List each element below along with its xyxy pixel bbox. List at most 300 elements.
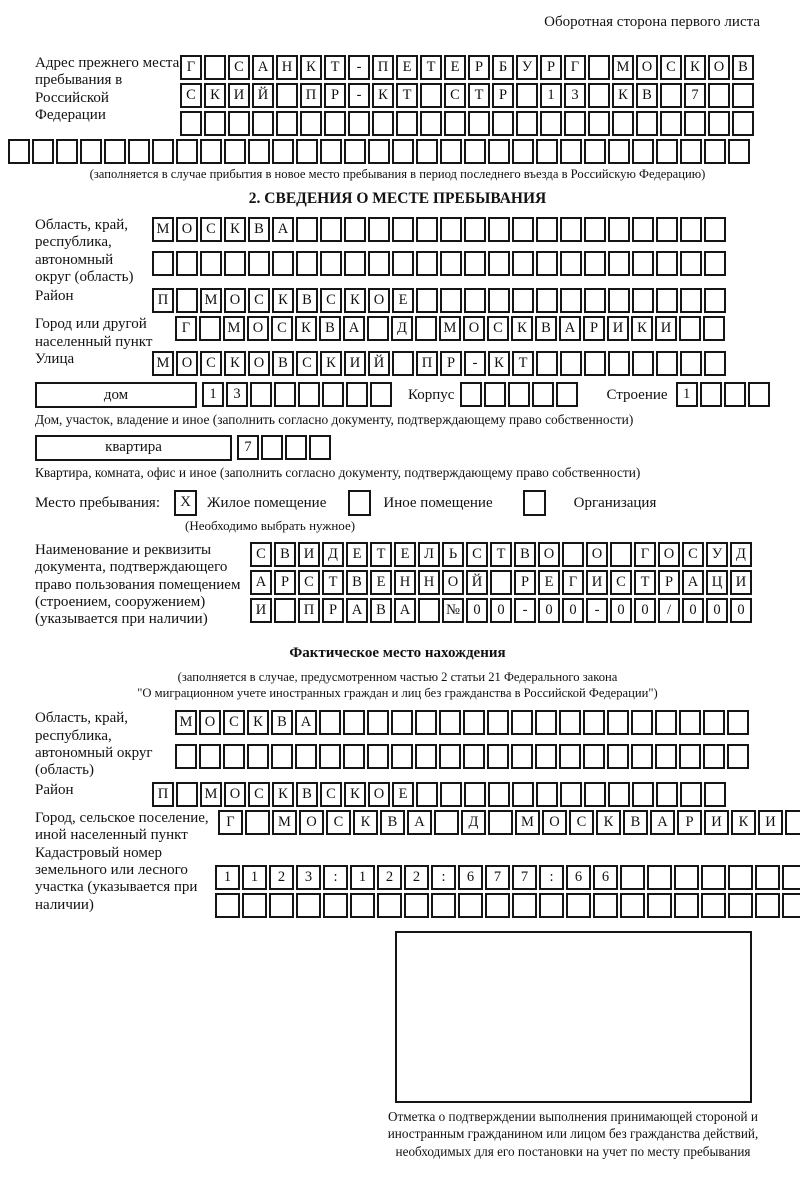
char-cell: К	[353, 810, 378, 835]
char-cell	[512, 139, 534, 164]
char-cell: К	[300, 55, 322, 80]
char-cell	[728, 139, 750, 164]
char-cell	[700, 382, 722, 407]
char-cell: К	[224, 351, 246, 376]
apartment-row	[35, 435, 760, 461]
char-cell	[323, 893, 348, 918]
char-cell: Т	[512, 351, 534, 376]
char-cell	[607, 710, 629, 735]
char-cell: Р	[322, 598, 344, 623]
char-cell: С	[444, 83, 466, 108]
cadastre-label: Кадастровый номер земельного или лесного участка (указывается при наличии)	[35, 844, 198, 913]
char-cell	[536, 251, 558, 276]
char-cell	[464, 251, 486, 276]
option-other-premises-label: Иное помещение	[383, 494, 493, 511]
prev-address-section	[35, 55, 760, 183]
char-cell: №	[442, 598, 464, 623]
char-cell	[488, 251, 510, 276]
char-cell	[679, 316, 701, 341]
char-cell	[536, 288, 558, 313]
actual-region-row-2	[175, 744, 760, 769]
char-cell: Е	[538, 570, 560, 595]
char-cell: К	[272, 782, 294, 807]
char-cell: В	[514, 542, 536, 567]
char-cell	[612, 111, 634, 136]
char-cell: Р	[583, 316, 605, 341]
char-cell	[344, 139, 366, 164]
char-cell	[32, 139, 54, 164]
char-cell: И	[228, 83, 250, 108]
char-cell	[440, 288, 462, 313]
char-cell	[727, 744, 749, 769]
char-cell	[560, 251, 582, 276]
char-cell	[656, 217, 678, 242]
char-cell	[350, 893, 375, 918]
char-cell	[512, 893, 537, 918]
char-cell: Н	[418, 570, 440, 595]
char-cell	[176, 288, 198, 313]
street-label: Улица	[35, 351, 75, 368]
char-cell	[724, 382, 746, 407]
char-cell	[392, 217, 414, 242]
char-cell	[660, 111, 682, 136]
char-cell: К	[684, 55, 706, 80]
char-cell	[322, 382, 344, 407]
char-cell	[728, 893, 753, 918]
document-label: Наименование и реквизиты документа, подтверждающего право пользования помещением (строением, сооружением) (указывается при наличии)	[35, 541, 241, 628]
char-cell: И	[704, 810, 729, 835]
char-cell	[271, 744, 293, 769]
char-cell	[608, 288, 630, 313]
prev-address-note: (заполняется в случае прибытия в новое место пребывания в период последнего въезда в Российскую Федерацию)	[89, 167, 706, 181]
char-cell	[535, 710, 557, 735]
char-cell	[372, 111, 394, 136]
char-cell	[488, 782, 510, 807]
street-block	[35, 351, 760, 379]
char-cell	[370, 382, 392, 407]
stroenie-cells	[676, 382, 770, 407]
char-cell	[656, 139, 678, 164]
char-cell: К	[511, 316, 533, 341]
char-cell: С	[487, 316, 509, 341]
char-cell: М	[200, 288, 222, 313]
char-cell	[488, 139, 510, 164]
char-cell	[418, 598, 440, 623]
char-cell: Т	[322, 570, 344, 595]
char-cell	[180, 111, 202, 136]
char-cell	[562, 542, 584, 567]
char-cell: Л	[418, 542, 440, 567]
char-cell: К	[488, 351, 510, 376]
char-cell	[703, 316, 725, 341]
char-cell	[660, 83, 682, 108]
char-cell: И	[586, 570, 608, 595]
char-cell: К	[372, 83, 394, 108]
char-cell	[343, 710, 365, 735]
char-cell: Р	[677, 810, 702, 835]
char-cell	[416, 139, 438, 164]
prev-address-row-2	[180, 83, 760, 108]
char-cell	[680, 782, 702, 807]
char-cell: С	[682, 542, 704, 567]
char-cell	[512, 288, 534, 313]
char-cell	[487, 710, 509, 735]
char-cell	[785, 810, 800, 835]
char-cell: М	[152, 217, 174, 242]
char-cell	[296, 217, 318, 242]
char-cell: В	[274, 542, 296, 567]
char-cell: У	[706, 542, 728, 567]
char-cell	[320, 217, 342, 242]
char-cell: К	[631, 316, 653, 341]
cadastre-block	[35, 845, 760, 921]
stamp-area	[395, 931, 752, 1103]
char-cell	[416, 251, 438, 276]
char-cell: Г	[218, 810, 243, 835]
korpus-label: Корпус	[408, 387, 455, 404]
char-cell: С	[320, 288, 342, 313]
char-cell	[176, 782, 198, 807]
char-cell	[511, 744, 533, 769]
char-cell	[656, 782, 678, 807]
char-cell	[463, 744, 485, 769]
char-cell: П	[152, 782, 174, 807]
char-cell	[346, 382, 368, 407]
char-cell	[391, 744, 413, 769]
char-cell	[485, 893, 510, 918]
prev-address-label: Адрес прежнего места пребывания в Российской Федерации	[35, 55, 180, 124]
street-row	[152, 351, 726, 376]
char-cell: Д	[730, 542, 752, 567]
char-cell	[175, 744, 197, 769]
korpus-cells	[460, 382, 578, 407]
char-cell: Т	[420, 55, 442, 80]
char-cell: О	[199, 710, 221, 735]
char-cell	[344, 251, 366, 276]
char-cell	[556, 382, 578, 407]
char-cell: А	[559, 316, 581, 341]
char-cell: -	[348, 83, 370, 108]
char-cell: -	[464, 351, 486, 376]
char-cell: Г	[564, 55, 586, 80]
char-cell: Г	[180, 55, 202, 80]
city-block	[35, 316, 760, 351]
char-cell	[368, 251, 390, 276]
char-cell	[536, 782, 558, 807]
char-cell	[620, 893, 645, 918]
char-cell	[535, 744, 557, 769]
char-cell: И	[250, 598, 272, 623]
char-cell: Е	[392, 782, 414, 807]
char-cell	[416, 288, 438, 313]
char-cell: Н	[394, 570, 416, 595]
char-cell: О	[538, 542, 560, 567]
char-cell: М	[200, 782, 222, 807]
checkbox-residential: X	[174, 490, 197, 516]
char-cell	[392, 351, 414, 376]
char-cell	[540, 111, 562, 136]
char-cell: И	[758, 810, 783, 835]
char-cell	[656, 351, 678, 376]
char-cell	[560, 351, 582, 376]
char-cell: Т	[324, 55, 346, 80]
char-cell: Г	[634, 542, 656, 567]
char-cell	[632, 217, 654, 242]
char-cell	[484, 382, 506, 407]
char-cell	[703, 710, 725, 735]
char-cell	[248, 251, 270, 276]
char-cell: В	[272, 351, 294, 376]
char-cell: 2	[377, 865, 402, 890]
char-cell: 7	[512, 865, 537, 890]
char-cell	[620, 865, 645, 890]
char-cell	[588, 111, 610, 136]
char-cell	[488, 217, 510, 242]
stay-type-row	[35, 490, 760, 516]
char-cell: Д	[391, 316, 413, 341]
char-cell: О	[368, 288, 390, 313]
char-cell	[610, 542, 632, 567]
char-cell: М	[439, 316, 461, 341]
char-cell	[320, 251, 342, 276]
char-cell	[608, 782, 630, 807]
char-cell: А	[252, 55, 274, 80]
char-cell	[152, 139, 174, 164]
char-cell	[655, 744, 677, 769]
char-cell	[319, 710, 341, 735]
char-cell: 1	[350, 865, 375, 890]
char-cell	[492, 111, 514, 136]
char-cell: Р	[492, 83, 514, 108]
char-cell: М	[515, 810, 540, 835]
char-cell: К	[204, 83, 226, 108]
char-cell	[560, 139, 582, 164]
char-cell	[732, 83, 754, 108]
char-cell	[276, 111, 298, 136]
city-label: Город или другой населенный пункт	[35, 316, 153, 350]
actual-region-block	[35, 710, 760, 780]
checkbox-other-premises	[348, 490, 371, 516]
char-cell	[199, 744, 221, 769]
char-cell: Й	[466, 570, 488, 595]
char-cell	[276, 83, 298, 108]
char-cell	[274, 382, 296, 407]
actual-district-label: Район	[35, 781, 74, 798]
char-cell: 0	[730, 598, 752, 623]
char-cell	[250, 382, 272, 407]
char-cell: 0	[706, 598, 728, 623]
char-cell	[300, 111, 322, 136]
char-cell	[632, 139, 654, 164]
char-cell	[368, 139, 390, 164]
char-cell	[200, 251, 222, 276]
prev-address-row-1	[180, 55, 760, 80]
char-cell: О	[636, 55, 658, 80]
char-cell	[309, 435, 331, 460]
char-cell	[245, 810, 270, 835]
char-cell	[224, 139, 246, 164]
char-cell: 0	[610, 598, 632, 623]
char-cell: О	[708, 55, 730, 80]
char-cell	[655, 710, 677, 735]
char-cell	[269, 893, 294, 918]
char-cell	[608, 351, 630, 376]
char-cell	[343, 744, 365, 769]
actual-city-block	[35, 809, 776, 845]
char-cell	[152, 251, 174, 276]
char-cell: Д	[322, 542, 344, 567]
char-cell	[704, 251, 726, 276]
char-cell	[583, 710, 605, 735]
char-cell: С	[610, 570, 632, 595]
char-cell: 1	[540, 83, 562, 108]
char-cell	[404, 893, 429, 918]
region-block	[35, 217, 760, 287]
char-cell	[680, 217, 702, 242]
char-cell: П	[298, 598, 320, 623]
char-cell: Р	[540, 55, 562, 80]
char-cell	[632, 351, 654, 376]
option-residential-label: Жилое помещение	[207, 494, 327, 511]
char-cell: М	[152, 351, 174, 376]
char-cell	[367, 316, 389, 341]
char-cell	[274, 598, 296, 623]
char-cell	[420, 111, 442, 136]
char-cell	[512, 782, 534, 807]
district-label: Район	[35, 288, 74, 305]
char-cell: Б	[492, 55, 514, 80]
char-cell: -	[348, 55, 370, 80]
char-cell	[415, 710, 437, 735]
char-cell	[298, 382, 320, 407]
char-cell: Е	[444, 55, 466, 80]
char-cell: И	[730, 570, 752, 595]
char-cell	[560, 782, 582, 807]
char-cell: К	[731, 810, 756, 835]
char-cell	[377, 893, 402, 918]
char-cell: -	[586, 598, 608, 623]
char-cell	[464, 288, 486, 313]
char-cell	[588, 55, 610, 80]
char-cell	[512, 217, 534, 242]
char-cell	[319, 744, 341, 769]
char-cell	[80, 139, 102, 164]
char-cell	[344, 217, 366, 242]
char-cell	[439, 744, 461, 769]
char-cell	[584, 782, 606, 807]
char-cell	[247, 744, 269, 769]
char-cell	[674, 893, 699, 918]
char-cell	[460, 382, 482, 407]
prev-address-row-3	[180, 111, 760, 136]
char-cell: И	[344, 351, 366, 376]
char-cell	[415, 744, 437, 769]
char-cell: С	[271, 316, 293, 341]
char-cell	[295, 744, 317, 769]
char-cell	[285, 435, 307, 460]
char-cell	[272, 139, 294, 164]
char-cell	[539, 893, 564, 918]
char-cell: 1	[215, 865, 240, 890]
char-cell: Т	[490, 542, 512, 567]
char-cell: С	[320, 782, 342, 807]
char-cell	[296, 251, 318, 276]
document-row-2	[250, 570, 760, 595]
char-cell: С	[248, 288, 270, 313]
char-cell: -	[514, 598, 536, 623]
char-cell: О	[224, 288, 246, 313]
char-cell	[632, 251, 654, 276]
char-cell	[656, 251, 678, 276]
char-cell: Т	[634, 570, 656, 595]
char-cell	[396, 111, 418, 136]
char-cell: У	[516, 55, 538, 80]
char-cell: Г	[175, 316, 197, 341]
char-cell: С	[326, 810, 351, 835]
prev-address-overflow-row	[8, 139, 760, 164]
actual-city-label: Город, сельское поселение, иной населенный пункт	[35, 809, 209, 844]
char-cell: М	[175, 710, 197, 735]
char-cell: Ц	[706, 570, 728, 595]
char-cell: Е	[394, 542, 416, 567]
char-cell: К	[247, 710, 269, 735]
char-cell: К	[224, 217, 246, 242]
char-cell	[704, 217, 726, 242]
char-cell	[536, 139, 558, 164]
char-cell: О	[176, 351, 198, 376]
char-cell	[224, 251, 246, 276]
char-cell: О	[658, 542, 680, 567]
char-cell: 3	[226, 382, 248, 407]
city-row	[175, 316, 725, 341]
char-cell	[559, 710, 581, 735]
char-cell: Д	[461, 810, 486, 835]
char-cell: 2	[269, 865, 294, 890]
char-cell	[488, 810, 513, 835]
char-cell: Е	[346, 542, 368, 567]
char-cell	[252, 111, 274, 136]
char-cell	[631, 744, 653, 769]
region-label: Область, край, республика, автономный округ (область)	[35, 216, 134, 285]
char-cell	[560, 217, 582, 242]
district-row	[152, 288, 726, 313]
char-cell	[416, 217, 438, 242]
char-cell: В	[296, 782, 318, 807]
char-cell	[703, 744, 725, 769]
char-cell	[632, 288, 654, 313]
char-cell: Т	[468, 83, 490, 108]
char-cell: 1	[242, 865, 267, 890]
char-cell	[56, 139, 78, 164]
char-cell: С	[466, 542, 488, 567]
char-cell	[782, 893, 800, 918]
char-cell	[128, 139, 150, 164]
char-cell: С	[250, 542, 272, 567]
char-cell: И	[607, 316, 629, 341]
char-cell: Р	[274, 570, 296, 595]
char-cell	[464, 139, 486, 164]
char-cell	[416, 782, 438, 807]
char-cell: Р	[468, 55, 490, 80]
char-cell: Й	[252, 83, 274, 108]
char-cell	[392, 139, 414, 164]
char-cell: 6	[593, 865, 618, 890]
char-cell: М	[272, 810, 297, 835]
char-cell: Ь	[442, 542, 464, 567]
char-cell	[204, 55, 226, 80]
char-cell: К	[344, 288, 366, 313]
char-cell	[458, 893, 483, 918]
